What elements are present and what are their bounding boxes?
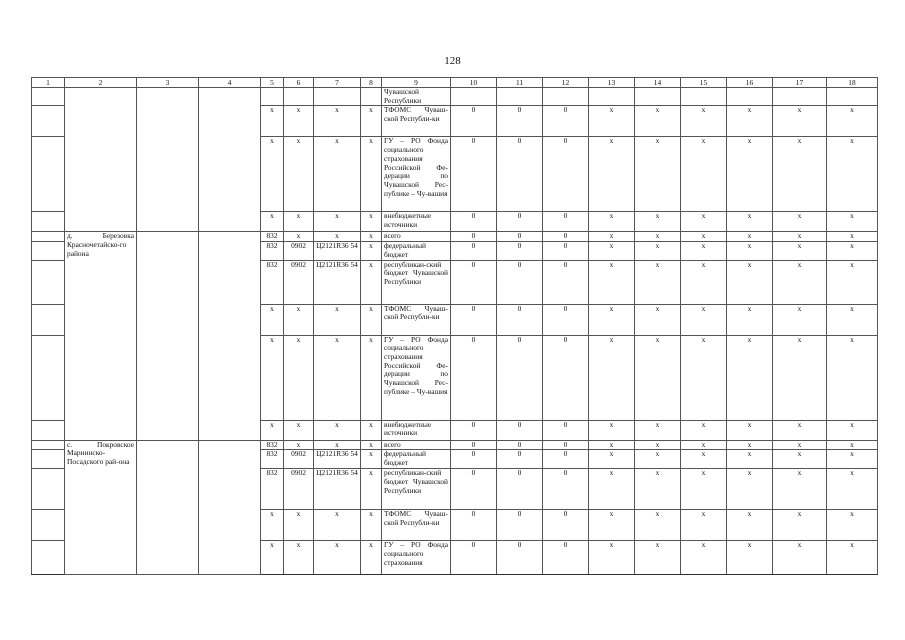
value-cell: Ц2121R36 54 — [314, 469, 361, 510]
value-cell: x — [589, 232, 635, 242]
value-cell — [314, 88, 361, 106]
value-cell: 0 — [497, 440, 543, 450]
column-number: 11 — [497, 78, 543, 88]
source-cell: Чувашской Республики — [382, 88, 451, 106]
value-cell: x — [589, 260, 635, 304]
column-number: 5 — [261, 78, 284, 88]
value-cell: 0 — [451, 212, 497, 232]
value-cell: 0 — [543, 232, 589, 242]
row-number-cell — [32, 420, 65, 440]
value-cell: x — [681, 469, 727, 510]
value-cell: x — [681, 450, 727, 469]
empty-cell — [199, 440, 261, 575]
value-cell: 0 — [451, 335, 497, 420]
value-cell: x — [284, 440, 314, 450]
value-cell: 0 — [497, 420, 543, 440]
source-cell: федеральный бюджет — [382, 450, 451, 469]
value-cell: x — [727, 232, 773, 242]
value-cell: 832 — [261, 450, 284, 469]
row-number-cell — [32, 450, 65, 469]
value-cell — [497, 88, 543, 106]
value-cell: x — [361, 232, 382, 242]
source-cell: внебюджетные источники — [382, 212, 451, 232]
value-cell: x — [635, 469, 681, 510]
value-cell: x — [773, 242, 827, 260]
value-cell: 0 — [451, 510, 497, 541]
value-cell: x — [261, 541, 284, 575]
column-number-row — [32, 78, 878, 88]
source-cell: федеральный бюджет — [382, 242, 451, 260]
value-cell: x — [773, 137, 827, 212]
value-cell: x — [773, 335, 827, 420]
value-cell: 832 — [261, 242, 284, 260]
row-number-cell — [32, 541, 65, 575]
value-cell: 0 — [543, 335, 589, 420]
value-cell: x — [635, 137, 681, 212]
value-cell: x — [314, 335, 361, 420]
value-cell: x — [284, 137, 314, 212]
value-cell — [284, 88, 314, 106]
column-number: 16 — [727, 78, 773, 88]
value-cell: Ц2121R36 54 — [314, 260, 361, 304]
row-number-cell — [32, 137, 65, 212]
row-number-cell — [32, 212, 65, 232]
value-cell: x — [635, 440, 681, 450]
value-cell: 832 — [261, 440, 284, 450]
value-cell: 0 — [451, 440, 497, 450]
value-cell: 0 — [543, 260, 589, 304]
value-cell: 0 — [543, 212, 589, 232]
row-number-cell — [32, 232, 65, 242]
row-number-cell — [32, 469, 65, 510]
value-cell: x — [361, 420, 382, 440]
value-cell: x — [681, 420, 727, 440]
value-cell — [727, 88, 773, 106]
value-cell: x — [284, 510, 314, 541]
value-cell: x — [681, 212, 727, 232]
value-cell: x — [727, 106, 773, 137]
value-cell: 0 — [497, 510, 543, 541]
value-cell: Ц2121R36 54 — [314, 450, 361, 469]
value-cell: x — [635, 335, 681, 420]
value-cell: x — [635, 260, 681, 304]
source-cell: ГУ – РО Фонда социального страхования — [382, 541, 451, 575]
value-cell: x — [314, 420, 361, 440]
value-cell: x — [635, 420, 681, 440]
value-cell: x — [589, 242, 635, 260]
value-cell — [543, 88, 589, 106]
value-cell: x — [361, 450, 382, 469]
value-cell: x — [361, 510, 382, 541]
value-cell: x — [261, 212, 284, 232]
value-cell: x — [589, 335, 635, 420]
value-cell: x — [284, 335, 314, 420]
table-row — [32, 232, 878, 242]
location-cell: д. Березовка Красночетайско-го района — [65, 232, 137, 440]
value-cell: 0 — [497, 541, 543, 575]
value-cell: 0 — [543, 510, 589, 541]
column-number: 2 — [65, 78, 137, 88]
value-cell: x — [827, 469, 878, 510]
value-cell: x — [635, 304, 681, 335]
column-number: 6 — [284, 78, 314, 88]
value-cell — [773, 88, 827, 106]
value-cell: x — [284, 232, 314, 242]
column-number: 3 — [137, 78, 199, 88]
value-cell: x — [681, 440, 727, 450]
value-cell: x — [284, 106, 314, 137]
value-cell: x — [314, 510, 361, 541]
value-cell: x — [284, 304, 314, 335]
row-number-cell — [32, 242, 65, 260]
value-cell: x — [635, 450, 681, 469]
value-cell: x — [284, 541, 314, 575]
row-number-cell — [32, 260, 65, 304]
value-cell: x — [773, 469, 827, 510]
row-number-cell — [32, 88, 65, 106]
value-cell: x — [589, 541, 635, 575]
value-cell: x — [727, 440, 773, 450]
value-cell: x — [827, 260, 878, 304]
value-cell: x — [635, 232, 681, 242]
column-number: 13 — [589, 78, 635, 88]
value-cell: x — [827, 335, 878, 420]
row-number-cell — [32, 106, 65, 137]
column-number: 15 — [681, 78, 727, 88]
value-cell: x — [727, 469, 773, 510]
value-cell: x — [681, 304, 727, 335]
empty-cell — [137, 440, 199, 575]
value-cell: x — [827, 420, 878, 440]
column-number: 18 — [827, 78, 878, 88]
value-cell: x — [589, 304, 635, 335]
value-cell: 832 — [261, 232, 284, 242]
page-number: 128 — [444, 55, 461, 67]
value-cell: Ц2121R36 54 — [314, 242, 361, 260]
value-cell: x — [589, 450, 635, 469]
value-cell: 0 — [451, 232, 497, 242]
value-cell: 0 — [497, 335, 543, 420]
value-cell: 0902 — [284, 469, 314, 510]
value-cell: x — [361, 212, 382, 232]
value-cell: x — [727, 242, 773, 260]
value-cell: 0 — [543, 450, 589, 469]
value-cell: x — [261, 304, 284, 335]
value-cell: 0 — [543, 106, 589, 137]
value-cell: x — [727, 212, 773, 232]
value-cell: x — [635, 541, 681, 575]
value-cell: 0902 — [284, 242, 314, 260]
value-cell: x — [314, 106, 361, 137]
value-cell: x — [635, 212, 681, 232]
value-cell: x — [589, 106, 635, 137]
value-cell: x — [314, 232, 361, 242]
value-cell: x — [361, 242, 382, 260]
value-cell: 0 — [497, 469, 543, 510]
value-cell: 0902 — [284, 450, 314, 469]
value-cell: 0 — [497, 137, 543, 212]
value-cell: x — [827, 106, 878, 137]
column-number: 9 — [382, 78, 451, 88]
column-number: 14 — [635, 78, 681, 88]
source-cell: ТФОМС Чуваш-ской Республи-ки — [382, 510, 451, 541]
value-cell: x — [261, 510, 284, 541]
value-cell: x — [773, 440, 827, 450]
row-number-cell — [32, 335, 65, 420]
value-cell: x — [361, 335, 382, 420]
value-cell: x — [727, 541, 773, 575]
value-cell: 0 — [497, 450, 543, 469]
source-cell: ТФОМС Чуваш-ской Республи-ки — [382, 106, 451, 137]
row-number-cell — [32, 440, 65, 450]
value-cell: x — [361, 304, 382, 335]
value-cell: x — [314, 137, 361, 212]
value-cell — [451, 88, 497, 106]
value-cell: x — [727, 510, 773, 541]
value-cell: x — [361, 106, 382, 137]
value-cell: x — [681, 335, 727, 420]
value-cell: 0 — [543, 541, 589, 575]
source-cell: ГУ – РО Фонда социального страхования Российской Фе-дерации по Чувашской Рес-публике – Чу-вашия — [382, 137, 451, 212]
value-cell — [635, 88, 681, 106]
value-cell: 0 — [451, 106, 497, 137]
value-cell: x — [681, 106, 727, 137]
value-cell — [681, 88, 727, 106]
source-cell: республикан-ский бюджет Чувашской Республики — [382, 469, 451, 510]
value-cell: 0 — [497, 106, 543, 137]
value-cell: 832 — [261, 469, 284, 510]
budget-table — [31, 77, 878, 575]
value-cell: x — [361, 440, 382, 450]
value-cell: 832 — [261, 260, 284, 304]
value-cell — [589, 88, 635, 106]
value-cell: x — [773, 106, 827, 137]
value-cell: 0 — [497, 232, 543, 242]
value-cell: x — [284, 420, 314, 440]
empty-cell — [137, 88, 199, 232]
value-cell: 0 — [497, 242, 543, 260]
value-cell: x — [773, 510, 827, 541]
value-cell: 0 — [543, 137, 589, 212]
column-number: 10 — [451, 78, 497, 88]
value-cell: x — [727, 420, 773, 440]
column-number: 1 — [32, 78, 65, 88]
value-cell: x — [261, 335, 284, 420]
value-cell: x — [827, 541, 878, 575]
row-number-cell — [32, 510, 65, 541]
location-cell — [65, 88, 137, 232]
value-cell: x — [681, 137, 727, 212]
row-number-cell — [32, 304, 65, 335]
empty-cell — [199, 88, 261, 232]
value-cell: x — [284, 212, 314, 232]
value-cell: x — [827, 242, 878, 260]
value-cell: 0 — [497, 304, 543, 335]
value-cell: x — [727, 450, 773, 469]
table-row — [32, 88, 878, 106]
empty-cell — [199, 232, 261, 440]
value-cell: x — [773, 232, 827, 242]
value-cell: 0 — [543, 440, 589, 450]
value-cell: x — [635, 242, 681, 260]
value-cell: x — [827, 450, 878, 469]
value-cell: x — [773, 541, 827, 575]
column-number: 12 — [543, 78, 589, 88]
empty-cell — [137, 232, 199, 440]
column-number: 17 — [773, 78, 827, 88]
value-cell: x — [314, 304, 361, 335]
value-cell: x — [589, 440, 635, 450]
value-cell: 0 — [543, 242, 589, 260]
value-cell: x — [773, 304, 827, 335]
value-cell: x — [314, 440, 361, 450]
source-cell: всего — [382, 440, 451, 450]
value-cell: 0 — [497, 260, 543, 304]
source-cell: республикан-ский бюджет Чувашской Республики — [382, 260, 451, 304]
value-cell: 0 — [451, 450, 497, 469]
value-cell: x — [727, 304, 773, 335]
value-cell: x — [773, 260, 827, 304]
value-cell: x — [773, 420, 827, 440]
value-cell: x — [681, 232, 727, 242]
value-cell: x — [589, 510, 635, 541]
value-cell: x — [727, 260, 773, 304]
value-cell: 0902 — [284, 260, 314, 304]
column-number: 7 — [314, 78, 361, 88]
value-cell: x — [681, 242, 727, 260]
value-cell: 0 — [451, 137, 497, 212]
value-cell: x — [827, 232, 878, 242]
value-cell: x — [361, 469, 382, 510]
column-number: 8 — [361, 78, 382, 88]
value-cell: x — [773, 212, 827, 232]
source-cell: внебюджетные источники — [382, 420, 451, 440]
source-cell: ГУ – РО Фонда социального страхования Российской Фе-дерации по Чувашской Рес-публике – Чу-вашия — [382, 335, 451, 420]
table-row — [32, 440, 878, 450]
value-cell: x — [261, 137, 284, 212]
value-cell: 0 — [451, 260, 497, 304]
value-cell: x — [361, 260, 382, 304]
column-number: 4 — [199, 78, 261, 88]
value-cell — [827, 88, 878, 106]
source-cell: всего — [382, 232, 451, 242]
source-cell: ТФОМС Чуваш-ской Республи-ки — [382, 304, 451, 335]
value-cell: x — [589, 420, 635, 440]
value-cell: x — [827, 304, 878, 335]
value-cell: x — [773, 450, 827, 469]
value-cell: x — [827, 137, 878, 212]
value-cell: x — [635, 510, 681, 541]
value-cell: x — [681, 510, 727, 541]
value-cell: x — [361, 541, 382, 575]
value-cell: 0 — [543, 420, 589, 440]
location-cell: с. Покровское Мариинско-Посадского рай-она — [65, 440, 137, 575]
value-cell: 0 — [451, 420, 497, 440]
value-cell: x — [589, 212, 635, 232]
value-cell: x — [261, 420, 284, 440]
value-cell: x — [827, 440, 878, 450]
value-cell: 0 — [543, 304, 589, 335]
value-cell — [261, 88, 284, 106]
value-cell: x — [635, 106, 681, 137]
value-cell — [361, 88, 382, 106]
value-cell: x — [589, 137, 635, 212]
value-cell: 0 — [451, 242, 497, 260]
value-cell: x — [827, 510, 878, 541]
value-cell: 0 — [497, 212, 543, 232]
value-cell: x — [681, 541, 727, 575]
value-cell: x — [589, 469, 635, 510]
value-cell: 0 — [543, 469, 589, 510]
value-cell: x — [261, 106, 284, 137]
value-cell: 0 — [451, 304, 497, 335]
value-cell: 0 — [451, 469, 497, 510]
value-cell: x — [361, 137, 382, 212]
value-cell: x — [314, 212, 361, 232]
value-cell: x — [727, 335, 773, 420]
value-cell: x — [727, 137, 773, 212]
value-cell: x — [681, 260, 727, 304]
value-cell: x — [314, 541, 361, 575]
value-cell: x — [827, 212, 878, 232]
value-cell: 0 — [451, 541, 497, 575]
